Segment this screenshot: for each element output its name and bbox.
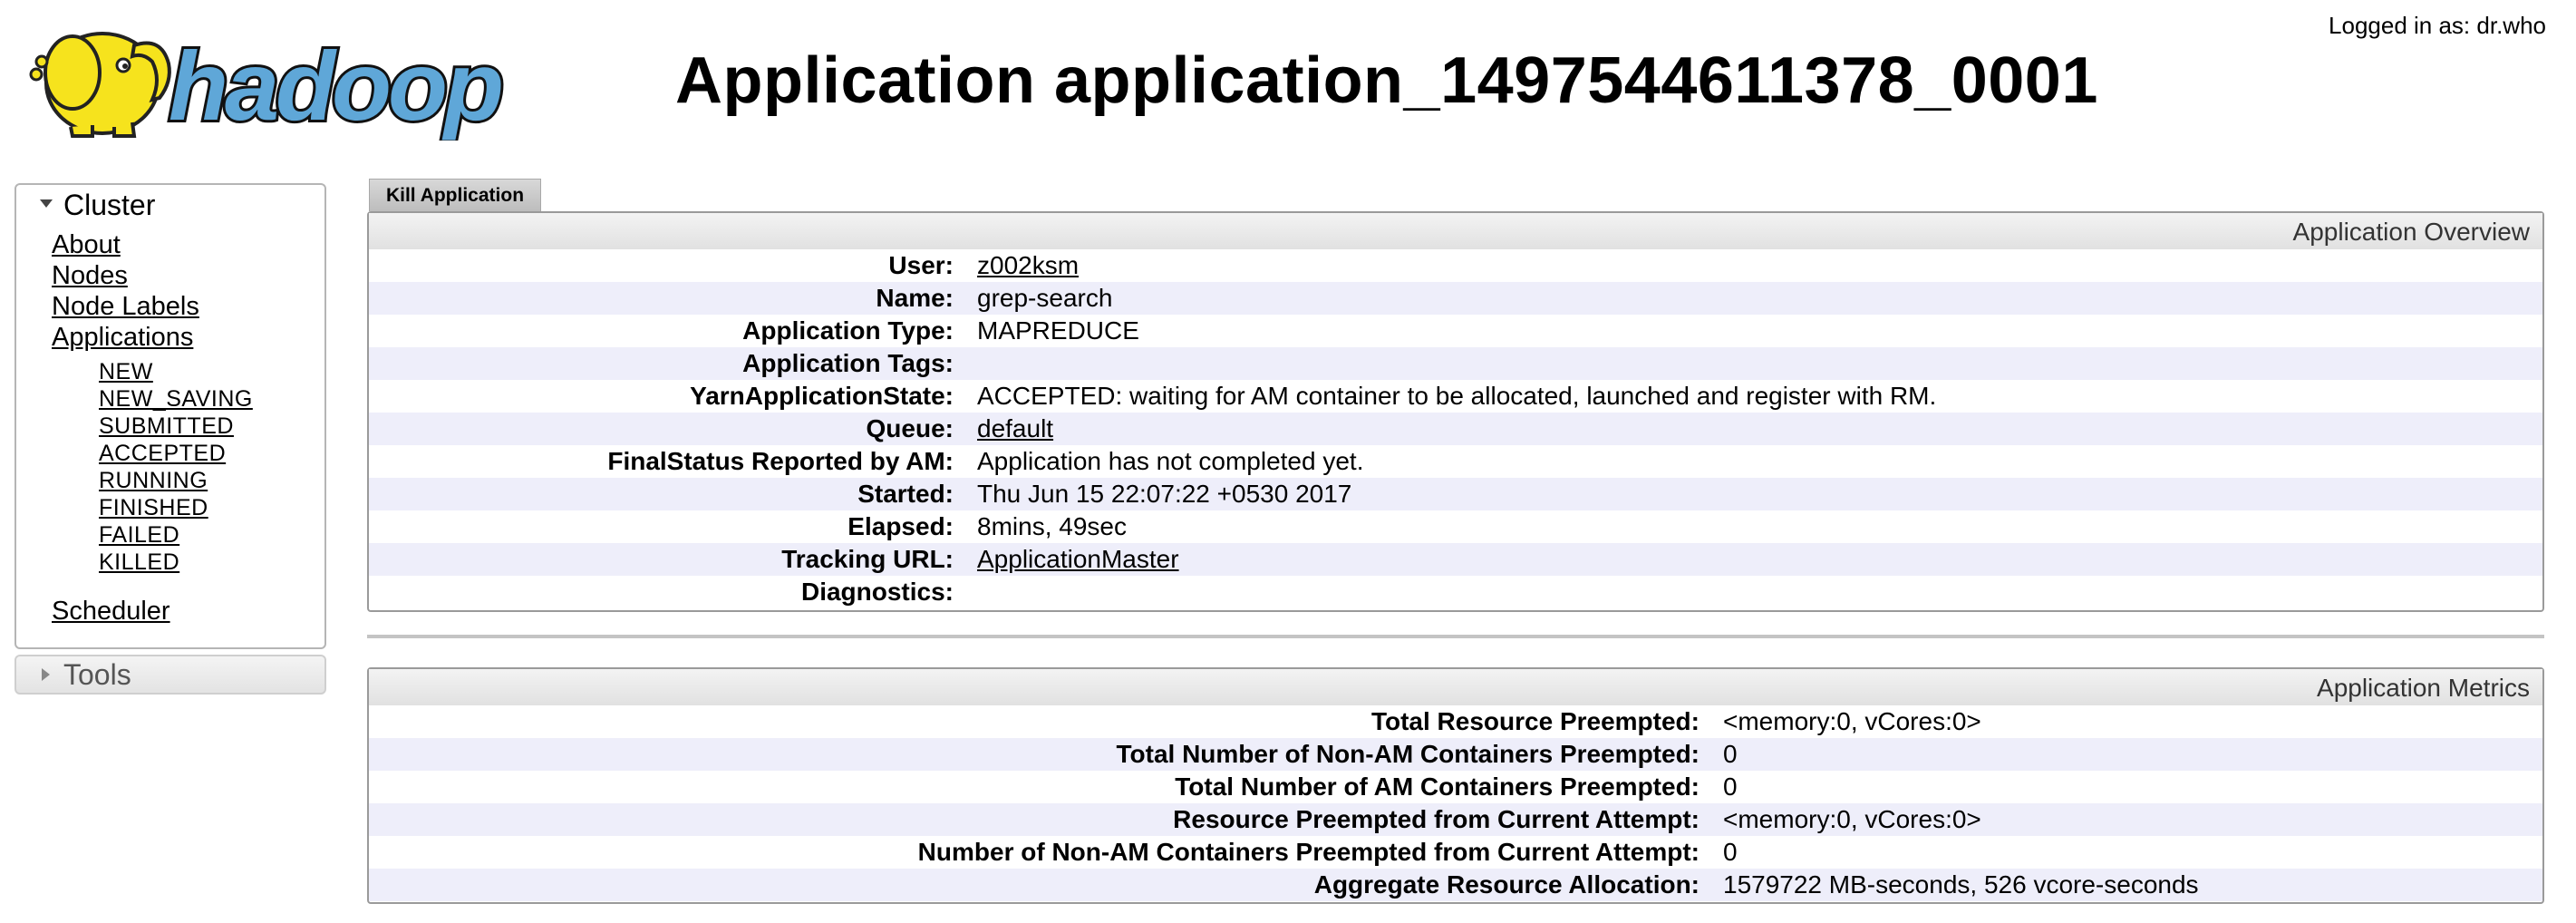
metrics-row-label: Number of Non-AM Containers Preempted from Current Attempt: — [917, 838, 1700, 866]
application-overview-panel — [367, 211, 2544, 612]
metrics-row — [369, 836, 2542, 869]
page-title: Application application_1497544611378_0001 — [675, 44, 2098, 117]
application-metrics-panel — [367, 667, 2544, 904]
overview-row-value[interactable]: z002ksm — [977, 251, 1080, 279]
overview-row-label: Elapsed: — [847, 512, 954, 540]
overview-row — [369, 413, 2542, 445]
chevron-down-icon — [40, 199, 53, 209]
overview-row-value[interactable]: default — [977, 414, 1054, 442]
metrics-header: Application Metrics — [369, 669, 2542, 705]
metrics-row — [369, 705, 2542, 738]
overview-row-label: User: — [888, 251, 954, 279]
nav-state-finished[interactable]: FINISHED — [99, 495, 208, 520]
metrics-row — [369, 803, 2542, 836]
nav-item-about[interactable]: About — [52, 230, 121, 259]
overview-row — [369, 445, 2542, 478]
metrics-row-label: Total Resource Preempted: — [1370, 707, 1700, 735]
overview-row — [369, 510, 2542, 543]
hadoop-logo[interactable] — [16, 9, 560, 141]
overview-row-value: MAPREDUCE — [977, 316, 1139, 345]
hadoop-elephant-icon — [16, 9, 560, 141]
nav-item-node-labels[interactable]: Node Labels — [52, 292, 199, 321]
metrics-row — [369, 771, 2542, 803]
nav-item-scheduler[interactable]: Scheduler — [52, 597, 170, 626]
overview-row-label: Application Type: — [742, 316, 954, 345]
overview-row-label: Queue: — [866, 414, 954, 442]
nav-state-accepted[interactable]: ACCEPTED — [99, 441, 227, 466]
nav-state-running[interactable]: RUNNING — [99, 468, 208, 493]
overview-row — [369, 282, 2542, 315]
metrics-row-value: <memory:0, vCores:0> — [1723, 805, 1981, 833]
nav-state-failed[interactable]: FAILED — [99, 522, 180, 548]
kill-application-button[interactable]: Kill Application — [369, 179, 541, 211]
overview-row-label: Diagnostics: — [800, 578, 954, 606]
overview-row-value: Application has not completed yet. — [977, 447, 1364, 475]
nav-state-submitted[interactable]: SUBMITTED — [99, 413, 234, 439]
overview-row — [369, 249, 2542, 282]
metrics-row-label: Total Number of Non-AM Containers Preempted: — [1116, 740, 1700, 768]
overview-row — [369, 347, 2542, 380]
metrics-row-label: Aggregate Resource Allocation: — [1313, 870, 1700, 899]
overview-row-value: Thu Jun 15 22:07:22 +0530 2017 — [977, 480, 1352, 508]
nav-state-new-saving[interactable]: NEW_SAVING — [99, 386, 253, 412]
nav-tools-header[interactable] — [15, 655, 326, 695]
overview-row-label: FinalStatus Reported by AM: — [607, 447, 954, 475]
overview-row-value[interactable]: ApplicationMaster — [977, 545, 1179, 573]
section-divider — [367, 635, 2544, 638]
overview-row-label: Application Tags: — [742, 349, 954, 377]
overview-row-value: grep-search — [977, 284, 1113, 312]
overview-row-label: Started: — [857, 480, 954, 508]
nav-state-killed[interactable]: KILLED — [99, 549, 180, 575]
metrics-row-value: 0 — [1723, 740, 1738, 768]
overview-row-label: YarnApplicationState: — [690, 382, 954, 410]
metrics-row-value: 1579722 MB-seconds, 526 vcore-seconds — [1723, 870, 2199, 899]
metrics-row-value: <memory:0, vCores:0> — [1723, 707, 1981, 735]
metrics-row — [369, 738, 2542, 771]
overview-row — [369, 576, 2542, 608]
metrics-row-label: Resource Preempted from Current Attempt: — [1173, 805, 1700, 833]
metrics-row — [369, 869, 2542, 901]
nav-state-new[interactable]: NEW — [99, 359, 153, 384]
overview-row — [369, 543, 2542, 576]
overview-header: Application Overview — [369, 213, 2542, 249]
overview-row-label: Name: — [876, 284, 954, 312]
overview-row-value: 8mins, 49sec — [977, 512, 1127, 540]
nav-item-nodes[interactable]: Nodes — [52, 261, 128, 290]
overview-row — [369, 380, 2542, 413]
nav-item-applications[interactable]: Applications — [52, 323, 194, 352]
chevron-right-icon — [42, 668, 51, 681]
hadoop-wordmark: hadoop — [169, 31, 500, 141]
nav-cluster-label: Cluster — [63, 189, 156, 221]
nav-tools-label: Tools — [63, 658, 131, 691]
overview-row-value: ACCEPTED: waiting for AM container to be allocated, launched and register with RM. — [977, 382, 1937, 410]
metrics-row-value: 0 — [1723, 772, 1738, 801]
metrics-row-value: 0 — [1723, 838, 1738, 866]
logged-in-status: Logged in as: dr.who — [2329, 12, 2546, 39]
nav-cluster-header[interactable] — [16, 185, 324, 225]
metrics-row-label: Total Number of AM Containers Preempted: — [1175, 772, 1700, 801]
overview-row-label: Tracking URL: — [781, 545, 954, 573]
overview-row — [369, 315, 2542, 347]
overview-row — [369, 478, 2542, 510]
